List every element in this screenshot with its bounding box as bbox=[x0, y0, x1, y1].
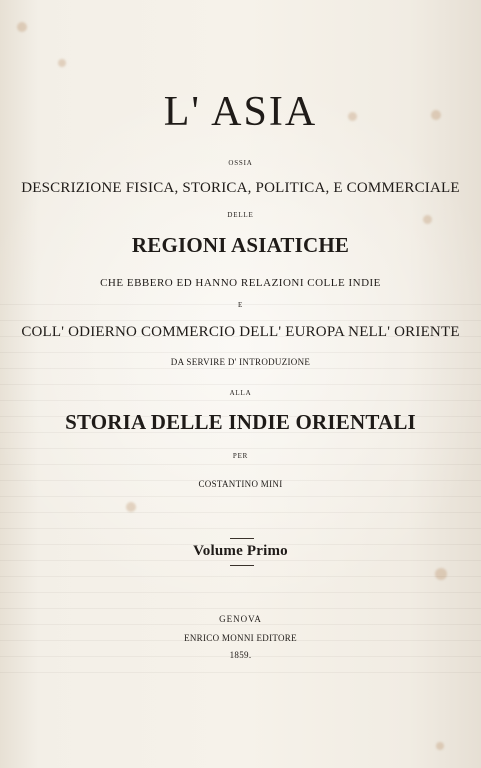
title-line: PER bbox=[232, 452, 249, 460]
book-title: L' ASIA bbox=[163, 89, 318, 135]
title-line: DESCRIZIONE FISICA, STORICA, POLITICA, E COMMERCIALE bbox=[21, 180, 460, 196]
page-stain bbox=[17, 22, 27, 32]
volume-top-rule bbox=[230, 538, 254, 539]
imprint-year: 1859. bbox=[229, 650, 252, 660]
title-line: STORIA DELLE INDIE ORIENTALI bbox=[65, 410, 416, 434]
page-stain bbox=[436, 742, 444, 750]
page-stain bbox=[58, 59, 66, 67]
title-line: ALLA bbox=[229, 389, 252, 397]
title-line: REGIONI ASIATICHE bbox=[131, 233, 350, 257]
title-line: OSSIA bbox=[228, 159, 253, 167]
title-line: COLL' ODIERNO COMMERCIO DELL' EUROPA NELL' ORIENTE bbox=[21, 324, 460, 340]
title-line: DA SERVIRE D' INTRODUZIONE bbox=[170, 357, 311, 367]
volume-label: Volume Primo bbox=[193, 543, 288, 559]
page-stain bbox=[126, 502, 136, 512]
title-line: E bbox=[237, 301, 244, 309]
imprint-city: GENOVA bbox=[219, 614, 262, 624]
imprint-publisher: ENRICO MONNI EDITORE bbox=[184, 633, 297, 643]
volume-bottom-rule bbox=[230, 565, 254, 566]
title-line: CHE EBBERO ED HANNO RELAZIONI COLLE INDIE bbox=[100, 277, 381, 289]
author-name: COSTANTINO MINI bbox=[198, 479, 283, 489]
title-line: DELLE bbox=[227, 211, 254, 219]
page-stain bbox=[435, 568, 447, 580]
